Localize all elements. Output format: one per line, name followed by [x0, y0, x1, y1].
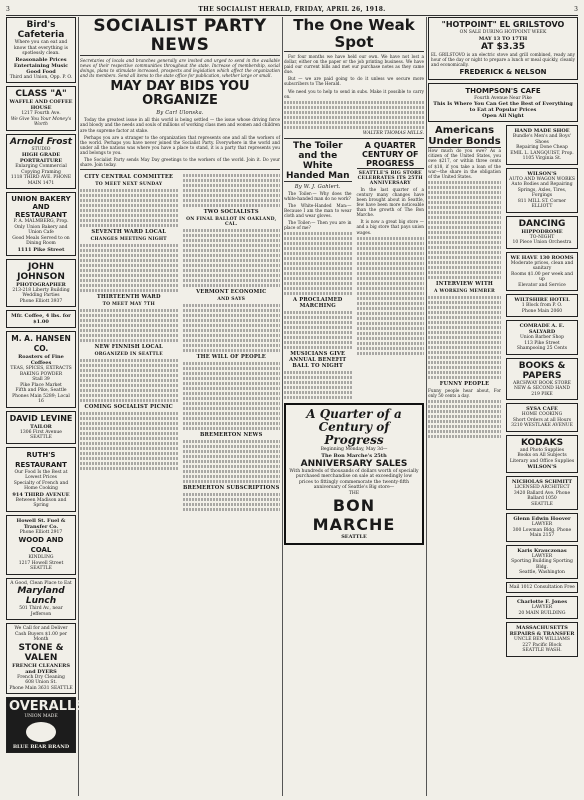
text-block	[183, 229, 281, 287]
ad-line: Our Food Is the Best at Lowest Prices	[14, 469, 68, 480]
ad-line: Bundle's Men's and Boys' Shoes	[512, 134, 572, 145]
ad-title: Bird's Cafeteria	[17, 20, 65, 40]
ad-line: UNION MADE	[24, 714, 58, 719]
ad-line: 1 Block from P. O.	[521, 303, 563, 309]
ad-title: JOHN JOHNSON	[17, 261, 65, 282]
item-heading: THE WILL OF PEOPLE	[196, 354, 266, 361]
ad-line: Union Barber Shop	[519, 335, 564, 341]
ad-line: 1306 First Avenue SEATTLE	[20, 429, 62, 440]
column-rule	[426, 17, 427, 796]
item-heading: THIRTEENTH WARD	[96, 294, 161, 301]
text-block	[183, 362, 281, 430]
ad-union-bakery	[6, 192, 76, 256]
article-signature: WALTER THOMAS MILLS.	[362, 130, 424, 136]
ad-line: BLUE BEAR BRAND	[12, 743, 70, 750]
ad-title: COMRADE A. E. SALYARD	[519, 323, 565, 336]
ad-title: M. A. HANSEN CO.	[11, 334, 71, 353]
ad-line: Phone Elliott 3937	[19, 298, 63, 304]
bon-marche-body: With hundreds of thousands of dollars worth of specially purchased merchandise on sale at exceedingly low prices to fittingly commemorate the twenty-fifth anniversary of Seattle's Big store—	[289, 468, 419, 491]
bon-marche-city: SEATTLE	[341, 534, 367, 541]
ad-howell-fuel	[6, 515, 76, 575]
article-paragraph: But — we are paid going to do it unless we secure more subscribers to The Herald.	[284, 76, 424, 87]
bon-marche-title: A Quarter of a Century of Progress	[306, 407, 402, 448]
ad-line: and Photo Supplies	[519, 447, 565, 453]
toiler-column	[284, 141, 352, 402]
ad-line: Enlarging Commercial	[15, 164, 67, 169]
ad-line: 3420 Ballard Ave. Phone Ballard 1050	[513, 490, 571, 502]
ad-line: Phone Main 3631 SEATTLE	[9, 685, 73, 691]
left-ad-column	[6, 17, 85, 796]
article-paragraph: In the last quarter of a century many changes have been brought about in Seattle, few have been more noticeable than the growth of The Bon Marche.	[356, 186, 424, 218]
ad-line: 10 Piece Union Orchestra	[512, 240, 572, 246]
ad-line: Phone Main 2060	[521, 308, 563, 314]
ad-rooms	[506, 252, 578, 292]
column-rule	[282, 17, 283, 796]
ad-wiltshire	[506, 294, 578, 317]
text-block	[80, 359, 178, 402]
ad-line: Third and Union, Opp. P. O.	[9, 74, 73, 80]
ad-line: WAFFLE AND COFFEE HOUSE	[9, 99, 73, 111]
ad-line: Cash Buyers $1.00 per Month	[14, 631, 68, 642]
thompson-body: This Is Where You Can Get the Best of Everything to Eat at Popular Prices	[433, 101, 573, 114]
party-news-left-subcolumn	[80, 172, 178, 513]
item-heading: NEW FINNISH LOCAL	[94, 344, 163, 351]
ad-line: SEATTLE	[531, 501, 553, 507]
ad-line: ARCHWAY BOOK STORE	[513, 380, 571, 386]
americans-headline: Americans Under Bonds	[428, 125, 501, 148]
ad-glenn-hoover	[506, 513, 578, 542]
ad-david-levine	[6, 411, 76, 444]
ad-class-a	[6, 86, 76, 131]
article-paragraph: Perhaps you are a stranger to the organization that represents one and all the workers of the world. Perhaps you have never joined the Socialist Party. Everywhere in the world and under all the nations was where you have a place to stand, it is a party that represents you and belongs to you.	[80, 134, 280, 155]
ad-line: Between Madison and Spring	[15, 497, 67, 508]
thompson-title: THOMPSON'S CAFE	[465, 86, 541, 95]
hotpoint-body: EL GRILSTOVO is an electric stove and grill combined, ready any hour of the day or night to prepare a lunch or meal quickly, cleanly and economically.	[431, 51, 575, 67]
ad-line: Specialty of French and Home Cooking	[13, 480, 69, 491]
bon-marche-subtitle: Beginning Monday, May 3d—	[320, 447, 388, 453]
right-ads-column	[506, 125, 578, 660]
bremerton-subs-heading: BREMERTON SUBSCRIPTIONS	[182, 485, 280, 492]
ad-line: We Give You Your Money's Worth	[10, 116, 72, 127]
ad-line: 1105 Virginia St.	[522, 156, 562, 162]
ad-line: 1118 THIRD AVE. PHONE MAIN 1471	[10, 175, 72, 186]
ad-hand-made-shoe	[506, 125, 578, 165]
hotpoint-title: "HOTPOINT" EL GRILSTOVO	[441, 20, 565, 29]
hotpoint-price: AT $3.35	[480, 41, 525, 52]
item-subheading: AND SAYS	[217, 297, 246, 303]
bon-marche-logo-prefix: THE	[348, 490, 360, 496]
ad-title: Arnold Frost	[9, 136, 73, 147]
ad-title: Mfr. Coffee, 4 lbs. for $1.00	[11, 313, 71, 325]
article-paragraph: We need you to help to send in subs. Make it possible to carry on.	[284, 88, 424, 99]
party-news-right-subcolumn	[183, 172, 281, 513]
ad-line: 1111 Pike Street	[17, 246, 65, 253]
ad-massachusetts	[506, 622, 578, 657]
ad-line: UNCLE BEN WILLIAMS	[514, 637, 570, 643]
ad-line: Phone Elliott 2917	[19, 529, 63, 535]
ad-line: 3210 WESTLAKE AVENUE	[511, 423, 573, 429]
bon-marche-sale-title: ANNIVERSARY SALES	[300, 458, 408, 469]
ad-title: Howell St. Fuel & Transfer Co.	[16, 517, 66, 530]
ad-books-papers	[506, 358, 578, 401]
ad-line: Books on All Subjects	[517, 453, 567, 459]
ad-line: Rooms $1.00 per week and up	[510, 271, 574, 283]
thompson-hours: Open All Night	[482, 113, 524, 120]
right-subcolumns	[428, 125, 578, 660]
ad-maryland-lunch	[6, 578, 76, 621]
text-block	[183, 304, 281, 352]
ad-line: Good Meals Served to on Dining Room	[12, 235, 70, 246]
thompson-sub: Fourth Avenue Near Pike	[474, 95, 532, 101]
ad-title: KODAKS	[520, 437, 564, 448]
may-day-article	[80, 117, 280, 167]
ad-line: HOME COOKING	[521, 412, 563, 418]
party-news-intro: Secretaries of locals and branches generally are invited and urged to send in the available news of their respective communities throughout the state. Increase of membership, social doings, plans to stimulate increased, prospects and legislation which affect the organization and its members. Send all items to the state office for publication, whether large or small.	[80, 58, 280, 79]
ad-title: Charlotte F. Jones	[516, 599, 568, 606]
ad-line: Repairing Done Cheap	[516, 145, 568, 151]
text-block	[284, 311, 352, 349]
ad-line: 213-218 Liberty Building	[12, 287, 70, 293]
center-subcolumns	[284, 141, 424, 402]
ad-line: We Call for and Deliver	[14, 626, 68, 631]
ad-title: BOOKS & PAPERS	[518, 360, 566, 381]
ad-line: 219 PIKE	[531, 391, 553, 397]
ad-line: Copying Framing	[21, 169, 61, 175]
header-title: THE SOCIALIST HERALD, FRIDAY, APRIL 26, 1918.	[198, 5, 386, 13]
ad-stone-valen	[6, 623, 76, 694]
ad-line: Stall 39	[32, 377, 50, 382]
ad-line: Entertaining Music	[13, 62, 69, 69]
ad-line: LAWYER	[531, 605, 553, 611]
americans-column	[428, 125, 501, 660]
ad-line: Seattle, Washington	[519, 570, 565, 576]
text-block	[80, 244, 178, 292]
ad-john-johnson	[6, 259, 76, 308]
ad-title: Mail 1012 Consultation Free	[509, 584, 575, 590]
ad-line: TAILOR	[30, 423, 52, 430]
ad-title: CLASS "A"	[15, 89, 67, 99]
ad-title: OVERALLS	[9, 699, 85, 714]
text-block	[428, 400, 501, 438]
ad-line: Where you can eat and know that everything is spotlessly clean.	[14, 40, 68, 56]
party-news-headline: SOCIALIST PARTY NEWS	[80, 17, 280, 56]
ad-line: NEW & SECOND HAND	[514, 386, 570, 392]
ad-title: NICHOLAS SCHMITT	[511, 479, 573, 486]
ad-title: RUTH'S RESTAURANT	[15, 450, 67, 469]
musicians-heading: MUSICIANS GIVE ANNUAL BENEFIT BALL TO NIGHT	[289, 351, 347, 370]
header-page-number-right: 3	[574, 5, 578, 13]
ad-line: 811 MILL ST. Corner ELLIOTT	[517, 198, 567, 210]
toiler-headline: The Toiler and the White Handed Man	[285, 140, 350, 181]
ad-line: WILSON'S	[527, 464, 557, 471]
ad-title: STONE & VALEN	[18, 642, 64, 663]
ad-line: TO-NIGHT	[529, 234, 555, 240]
item-subheading: ORGANIZED IN SEATTLE	[94, 352, 163, 358]
item-subheading: TO MEET MAY 7TH	[102, 302, 155, 308]
ad-line: 113 Pike Street	[524, 340, 560, 346]
article-paragraph: The White-Handed Man:— Because I am the man to wear cloth and wear gloves.	[284, 202, 352, 219]
ad-title: A Good, Clean Place to Eat	[10, 580, 72, 586]
ad-line: LAWYER	[531, 553, 553, 559]
bon-marche-subtitle: The Bon Marche's 25th	[321, 452, 387, 459]
ad-line: Reasonable Prices	[15, 56, 67, 63]
ad-line: 20 MAIN BUILDING	[518, 610, 566, 616]
hotpoint-signature: FREDERICK & NELSON	[459, 67, 547, 76]
item-heading: SEVENTH WARD LOCAL	[91, 229, 167, 236]
ad-line: HIPPODROME	[521, 228, 563, 235]
ad-title: WILTSHIRE HOTEL	[514, 297, 570, 304]
article-paragraph: The Toiler:— Then you are in place of me?	[284, 220, 352, 231]
text-block	[284, 371, 352, 399]
ad-line: 300 Lowman Bldg. Phone Main 2157	[512, 527, 572, 539]
ad-title: WILSON'S	[527, 170, 557, 177]
ad-line: Auto Bodies and Repairing	[511, 182, 573, 188]
ad-line: SEATTLE WASH.	[522, 648, 562, 654]
hotpoint-ad	[428, 17, 578, 80]
ad-arnold-frost	[6, 134, 76, 190]
article-paragraph: The Socialist Party sends May Day greetings to the workers of the world. Join it. Do your share. Join today.	[80, 157, 280, 168]
ad-line: 1217 Howell Street SEATTLE	[18, 560, 64, 571]
ad-line: Literary and Office Supplies	[509, 458, 575, 464]
text-block	[80, 309, 178, 342]
ad-line: Moderate prices, clean and sanitary	[510, 260, 574, 272]
toiler-byline: By W. J. Gahlert.	[294, 183, 341, 190]
ad-title: DANCING	[518, 218, 566, 229]
column-rule	[78, 17, 79, 796]
ad-coffee-price	[6, 310, 76, 328]
ad-line: WOOD AND COAL	[18, 536, 64, 554]
item-heading: TWO SOCIALISTS	[203, 209, 259, 216]
ad-line: LICENSED ARCHITECT	[514, 485, 570, 491]
one-weak-spot-article	[284, 54, 424, 99]
ad-title: WE HAVE 130 ROOMS	[510, 254, 574, 261]
article-paragraph: It is now a great big store — and a big store that pays union wages.	[356, 219, 424, 235]
ad-line: KINDLING	[28, 555, 54, 560]
text-block	[183, 174, 281, 207]
ad-title: SYSA CAFE	[526, 406, 558, 413]
quarter-century-article	[357, 187, 425, 235]
may-day-headline: MAY DAY BIDS YOU ORGANIZE	[110, 79, 250, 109]
item-heading: VERMONT ECONOMIC	[196, 289, 267, 296]
ad-title: DAVID LEVINE	[9, 413, 73, 423]
ad-line: 608 Union St.	[25, 680, 57, 685]
ad-line: Pike Place Market	[20, 382, 62, 388]
may-day-byline: By Carl Ulonska.	[156, 110, 204, 117]
ad-comrade-salyard	[506, 320, 578, 355]
ad-line: 1217 Fourth Ave.	[21, 111, 61, 116]
text-block	[183, 493, 281, 511]
ad-dancing	[506, 216, 578, 249]
ad-charlotte-jones	[506, 596, 578, 619]
interview-subheading: A WORKING MEMBER	[434, 288, 495, 294]
americans-article: How much do you owe? As a citizen of the United States, you owe $217, or within three cents of $18, if you take a loan of the war—the share in the obligation of the United States.	[428, 148, 501, 179]
ad-sysa-cafe	[506, 403, 578, 432]
bear-logo-icon	[26, 722, 56, 742]
ad-birds-cafeteria	[6, 17, 76, 83]
item-heading: A PROCLAIMED MARCHING	[293, 297, 343, 310]
ad-line: Good Food	[26, 68, 56, 75]
quarter-century-headline: A QUARTER CENTURY OF PROGRESS	[357, 141, 425, 169]
ad-line: 914 THIRD AVENUE	[12, 491, 70, 498]
ad-line: Maryland Lunch	[17, 586, 65, 606]
ad-line: Phones Main 5289; Local 16	[12, 393, 70, 404]
ad-line: 227 Pacific Block	[522, 642, 562, 648]
center-column	[284, 17, 424, 796]
ad-line: STUDIO	[31, 146, 51, 152]
ad-karis	[506, 545, 578, 579]
text-block	[183, 440, 281, 483]
text-block	[428, 181, 501, 279]
ad-line: EMIL L. LANGQUIST, Prop.	[510, 150, 574, 156]
ad-title: HAND MADE SHOE	[514, 128, 570, 135]
ad-hansen	[6, 331, 76, 408]
page-header	[6, 3, 578, 16]
ad-line: Fifth and Pike, Seattle	[15, 388, 67, 393]
bremerton-news-heading: BREMERTON NEWS	[199, 432, 263, 439]
funny-people-text: Funny people hear about, For only 50 cents a day.	[428, 387, 501, 398]
ad-nicholas-schmitt	[506, 476, 578, 510]
ad-line: LAWYER	[531, 522, 553, 528]
funny-people-heading: FUNNY PEOPLE	[439, 380, 490, 387]
ad-overalls	[6, 697, 85, 753]
quarter-century-subheading: SEATTLE'S BIG STORE CELEBRATES ITS 25TH ANNIVERSARY	[357, 170, 423, 186]
bon-marche-logo: BON MARCHE	[312, 496, 396, 535]
one-weak-spot-headline: The One Weak Spot	[284, 17, 424, 52]
ad-line: 501 Third Av., near Jefferson	[19, 606, 63, 617]
item-subheading: CHANGES MEETING NIGHT	[90, 237, 167, 243]
ad-line: Sporting Building Sporting Bldg.	[511, 559, 573, 570]
text-block	[357, 237, 425, 355]
item-subheading: ON FINAL BALLOT IN OAKLAND, CAL.	[186, 217, 277, 228]
right-column	[428, 17, 578, 796]
ad-line: Springs, Axles, Tires, Forgings	[517, 187, 567, 199]
text-block	[80, 189, 178, 227]
article-paragraph: Today the greatest issue in all this world is being settled — the issue whose driving force and bloody and the needs and souls of millions of working class men and women and children are the supreme factor at stake.	[80, 117, 280, 133]
item-heading: COMING SOCIALIST PICNIC	[84, 404, 173, 411]
ad-title: Karis Krauczonas	[517, 547, 567, 554]
article-paragraph: For four months we have held our own. We have not lost a dollar, either on the paper or the job printing business. We have paid our current bills and met our purchase notes as they came due.	[284, 54, 424, 75]
ad-line: HIGH GRADE PORTRAITURE	[19, 152, 63, 164]
text-block	[284, 101, 424, 129]
ad-wilsons-auto	[506, 168, 578, 213]
interview-heading: INTERVIEW WITH	[436, 280, 493, 287]
ad-line: PHOTOGRAPHER	[16, 281, 66, 288]
ad-line: TEAS, SPICES, EXTRACTS	[10, 366, 72, 371]
party-news-subcolumns	[80, 172, 280, 513]
ad-title: Glenn Edwin Hoover	[513, 516, 571, 523]
ad-line: Shampooing 25 Cents	[516, 346, 568, 352]
ad-ruths-restaurant	[6, 447, 76, 512]
ad-line: BAKING POWDER	[19, 371, 63, 377]
ad-line: Only Union Bakery and Union Cafe	[14, 224, 68, 235]
ad-line: Elevator and Service	[518, 282, 566, 288]
article-paragraph: The Toiler:— Why does the white-handed man do no work?	[284, 190, 352, 201]
ad-line: Short Orders at all Hours	[512, 417, 572, 423]
toiler-article	[284, 191, 352, 231]
ad-title: MASSACHUSETTS REPAIRS & TRANSFER	[509, 625, 575, 638]
item-heading: CITY CENTRAL COMMITTEE	[84, 174, 174, 181]
ad-line: P. A. MALMBERG, Prop.	[13, 219, 69, 224]
party-news-column	[80, 17, 280, 796]
ad-line: French Dry Cleaning	[17, 674, 65, 680]
ad-title: UNION BAKERY AND RESTAURANT	[11, 195, 71, 219]
header-page-number: 3	[6, 5, 10, 13]
ad-mail-consultation	[506, 582, 578, 594]
ad-kodaks	[506, 435, 578, 474]
ad-line: Roasters of Fine Coffees	[18, 354, 64, 366]
item-subheading: TO MEET NEXT SUNDAY	[95, 182, 163, 188]
ad-line: FRENCH CLEANERS and DYERS	[12, 662, 70, 675]
quarter-century-column	[357, 141, 425, 402]
text-block	[428, 296, 501, 379]
thompson-cafe-ad	[428, 83, 578, 123]
hotpoint-sub: ON SALE DURING HOTPOINT WEEK	[459, 30, 547, 35]
hotpoint-dates: MAY 13 TO 17TH	[478, 35, 528, 42]
ad-line: AUTO AND WAGON WORKS	[509, 176, 575, 182]
ad-line: Wedding Parties	[22, 293, 60, 298]
text-block	[284, 232, 352, 295]
bon-marche-ad	[284, 403, 424, 545]
text-block	[80, 412, 178, 470]
